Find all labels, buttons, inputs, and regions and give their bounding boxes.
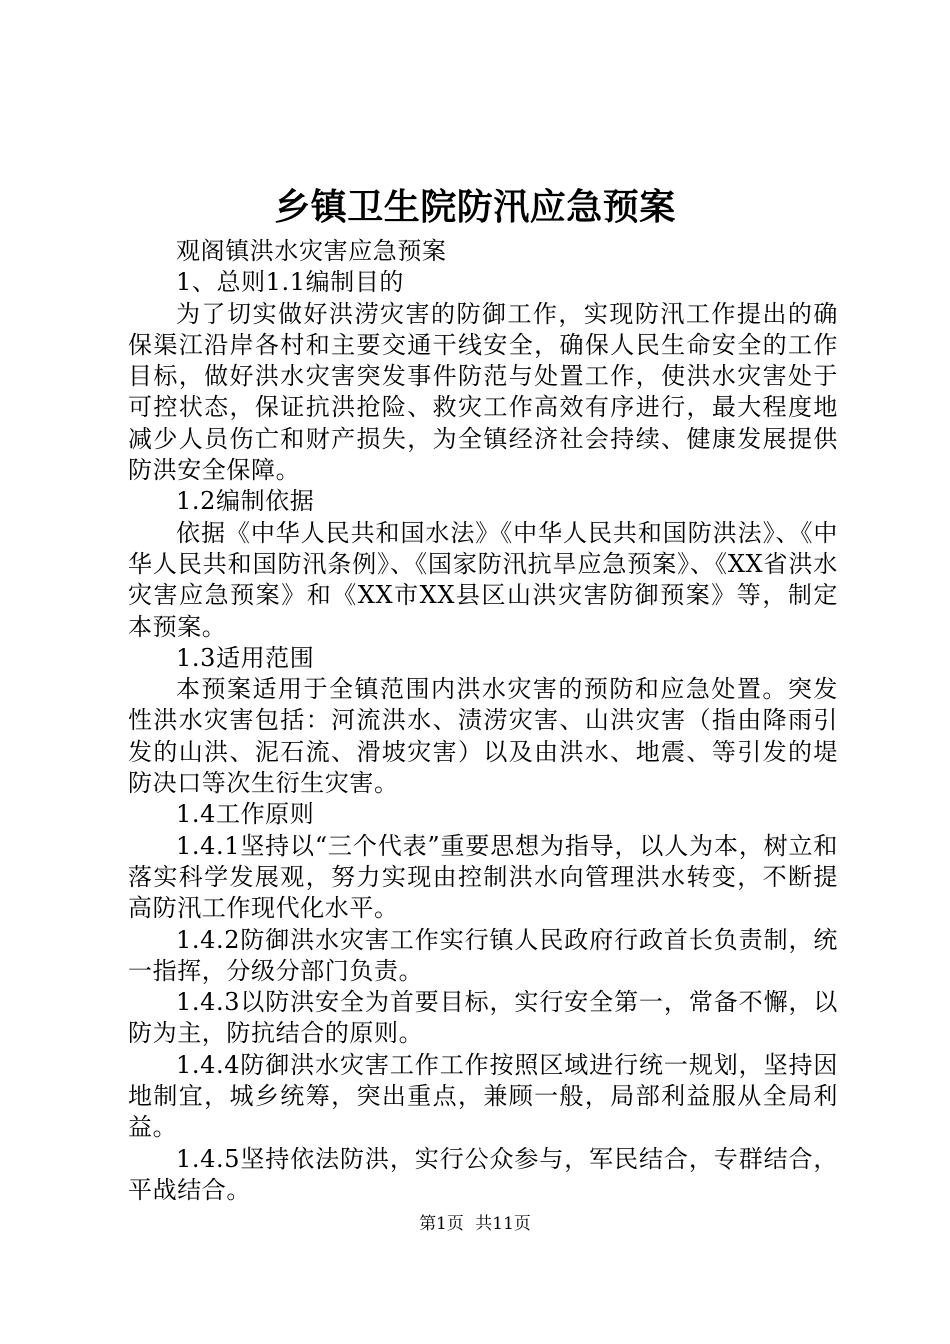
paragraph-plan-name: 观阁镇洪水灾害应急预案 [176, 237, 447, 265]
paragraph-principle-1-4-3: 1.4.3以防洪安全为首要目标，实行安全第一，常备不懈，以防为主，防抗结合的原则。 [128, 988, 838, 1048]
page-number-footer: 第1页 共11页 [419, 1214, 531, 1234]
paragraph-principle-1-4-4: 1.4.4防御洪水灾害工作工作按照区域进行统一规划，坚持因地制宜，城乡统筹，突出重点，兼顾一般，局部利益服从全局利益。 [128, 1050, 838, 1142]
document-body [128, 236, 838, 1206]
paragraph-principle-1-4-1: 1.4.1坚持以“三个代表”重要思想为指导，以人为本，树立和落实科学发展观，努力实现由控制洪水向管理洪水转变，不断提高防汛工作现代化水平。 [128, 831, 838, 923]
paragraph-scope: 本预案适用于全镇范围内洪水灾害的预防和应急处置。突发性洪水灾害包括：河流洪水、渍涝灾害、山洪灾害（指由降雨引发的山洪、泥石流、滑坡灾害）以及由洪水、地震、等引发的堤防决口等次生衍生灾害。 [128, 675, 838, 798]
paragraph-basis: 依据《中华人民共和国水法》《中华人民共和国防洪法》、《中华人民共和国防汛条例》、《国家防汛抗旱应急预案》、《XX省洪水灾害应急预案》和《XX市XX县区山洪灾害防御预案》等，制定本预案。 [128, 518, 838, 641]
paragraph-heading-1-4: 1.4工作原则 [176, 800, 315, 829]
document-title: 乡镇卫生院防汛应急预案 [274, 186, 676, 228]
paragraph-purpose: 为了切实做好洪涝灾害的防御工作，实现防汛工作提出的确保渠江沿岸各村和主要交通干线安全，确保人民生命安全的工作目标，做好洪水灾害突发事件防范与处置工作，使洪水灾害处于可控状态，保证抗洪抢险、救灾工作高效有序进行，最大程度地减少人员伤亡和财产损失，为全镇经济社会持续、健康发展提供防洪安全保障。 [128, 299, 838, 485]
paragraph-heading-1-1: 1、总则1.1编制目的 [176, 268, 405, 297]
paragraph-heading-1-3: 1.3适用范围 [176, 643, 315, 672]
paragraph-principle-1-4-2: 1.4.2防御洪水灾害工作实行镇人民政府行政首长负责制，统一指挥，分级分部门负责。 [128, 925, 838, 985]
paragraph-heading-1-2: 1.2编制依据 [176, 487, 315, 516]
paragraph-principle-1-4-5: 1.4.5坚持依法防洪，实行公众参与，军民结合，专群结合，平战结合。 [128, 1144, 838, 1204]
